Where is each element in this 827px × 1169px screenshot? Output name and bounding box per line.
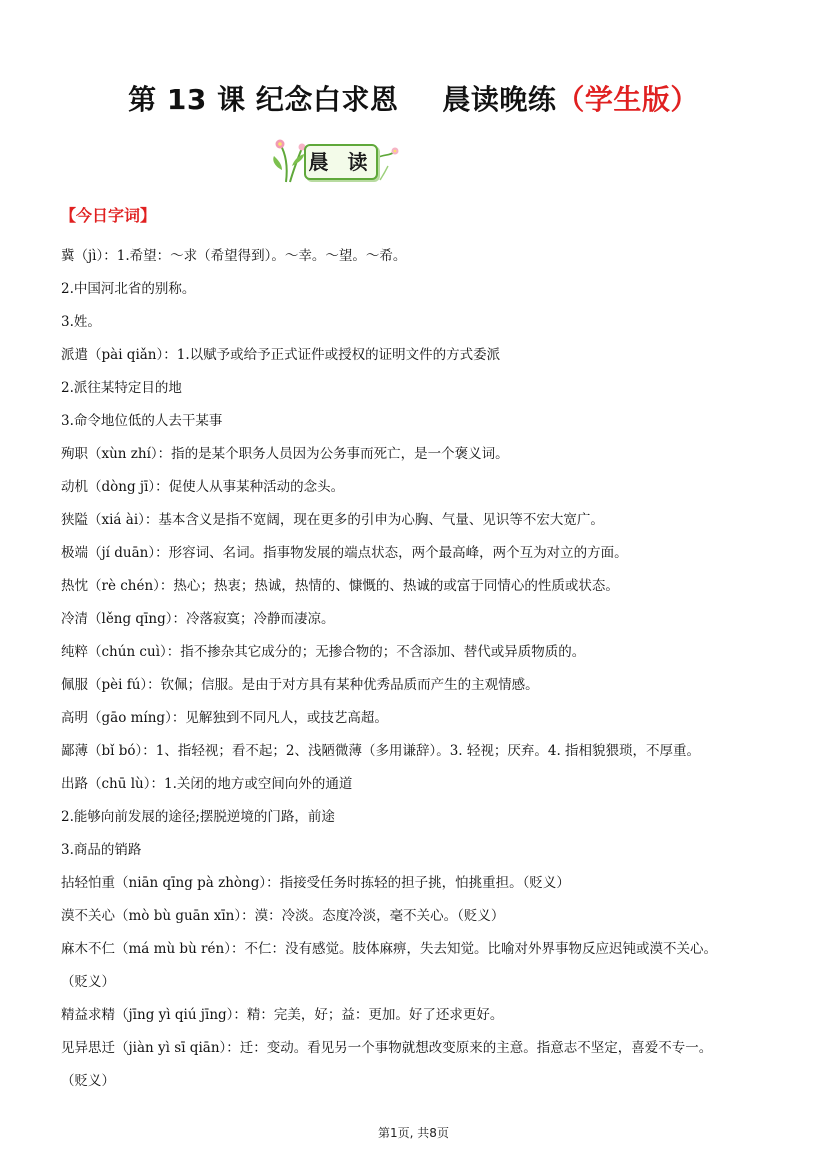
list-item: 佩服（pèi fú）：钦佩；信服。是由于对方具有某种优秀品质而产生的主观情感。 bbox=[61, 677, 539, 693]
list-item: 2.中国河北省的别称。 bbox=[61, 281, 196, 297]
list-item: 拈轻怕重（niān qīng pà zhòng）：指接受任务时拣轻的担子挑，怕挑重担。（贬义） bbox=[61, 875, 570, 891]
list-item: 派遣（pài qiǎn）：1.以赋予或给予正式证件或授权的证明文件的方式委派 bbox=[61, 347, 501, 363]
list-item: 精益求精（jīng yì qiú jīng）：精：完美，好；益：更加。好了还求更好。 bbox=[61, 1007, 504, 1023]
list-item: 见异思迁（jiàn yì sī qiān）：迁：变动。看见另一个事物就想改变原来的主意。指意志不坚定，喜爱不专一。 bbox=[61, 1040, 713, 1056]
page-title bbox=[0, 78, 827, 118]
list-item: 3.姓。 bbox=[61, 314, 101, 330]
vocabulary-list bbox=[61, 240, 791, 1098]
list-item: 2.派往某特定目的地 bbox=[61, 380, 182, 396]
morning-reading-badge bbox=[268, 136, 408, 186]
list-item: 3.商品的销路 bbox=[61, 842, 142, 858]
list-item: （贬义） bbox=[61, 1073, 115, 1089]
list-item: 漠不关心（mò bù guān xīn）：漠：冷淡。态度冷淡，毫不关心。（贬义） bbox=[61, 908, 505, 924]
list-item: 冷清（lěng qīng）：冷落寂寞；冷静而凄凉。 bbox=[61, 611, 335, 627]
title-edition: （学生版） bbox=[556, 83, 699, 116]
list-item: 冀（jì）：1.希望：～求（希望得到）。～幸。～望。～希。 bbox=[61, 248, 407, 264]
list-item: 动机（dòng jī）：促使人从事某种活动的念头。 bbox=[61, 479, 345, 495]
page-number: 第1页, 共8页 bbox=[378, 1126, 449, 1140]
list-item: 2.能够向前发展的途径;摆脱逆境的门路，前途 bbox=[61, 809, 335, 825]
list-item: 狭隘（xiá ài）：基本含义是指不宽阔，现在更多的引申为心胸、气量、见识等不宏大宽广。 bbox=[61, 512, 604, 528]
title-sub: 晨读晚练 bbox=[442, 83, 557, 116]
list-item: 鄙薄（bǐ bó）：1、指轻视；看不起；2、浅陋微薄（多用谦辞）。3. 轻视；厌弃。4. 指相貌猥琐，不厚重。 bbox=[61, 743, 701, 759]
list-item: 殉职（xùn zhí）：指的是某个职务人员因为公务事而死亡，是一个褒义词。 bbox=[61, 446, 509, 462]
title-main: 第 13 课 纪念白求恩 bbox=[128, 83, 399, 116]
list-item: （贬义） bbox=[61, 974, 115, 990]
list-item: 出路（chū lù）：1.关闭的地方或空间向外的通道 bbox=[61, 776, 353, 792]
list-item: 麻木不仁（má mù bù rén）：不仁：没有感觉。肢体麻痹，失去知觉。比喻对外界事物反应迟钝或漠不关心。 bbox=[61, 941, 717, 957]
list-item: 纯粹（chún cuì）：指不掺杂其它成分的；无掺合物的；不含添加、替代或异质物质的。 bbox=[61, 644, 586, 660]
list-item: 高明（gāo míng）：见解独到不同凡人，或技艺高超。 bbox=[61, 710, 388, 726]
section-heading: 【今日字词】 bbox=[60, 206, 157, 225]
badge-label: 晨 读 bbox=[304, 144, 378, 180]
list-item: 热忱（rè chén）：热心；热衷；热诚，热情的、慷慨的、热诚的或富于同情心的性质或状态。 bbox=[61, 578, 619, 594]
list-item: 3.命令地位低的人去干某事 bbox=[61, 413, 223, 429]
list-item: 极端（jí duān）：形容词、名词。指事物发展的端点状态，两个最高峰，两个互为对立的方面。 bbox=[61, 545, 628, 561]
